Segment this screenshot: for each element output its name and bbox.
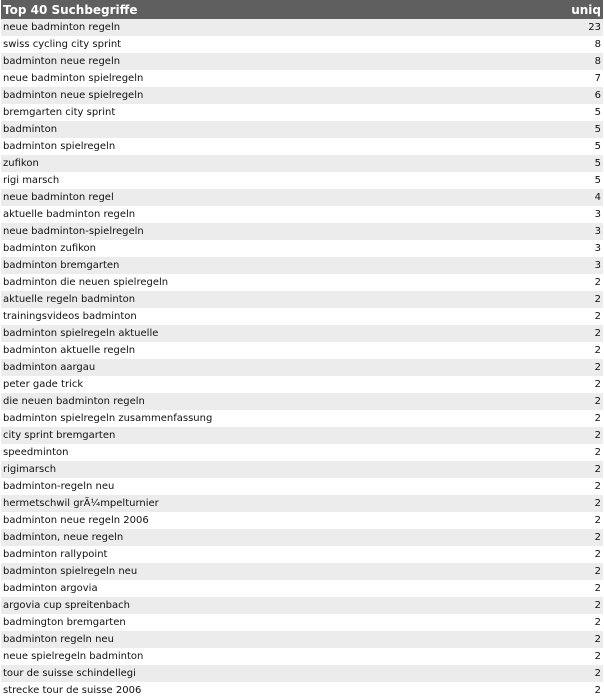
table-row (1, 104, 603, 121)
search-term-cell: peter gade trick (1, 376, 545, 393)
unique-count-cell: 8 (545, 36, 603, 53)
search-term-cell: badminton rallypoint (1, 546, 545, 563)
column-header-term: Top 40 Suchbegriffe (1, 0, 545, 19)
table-row (1, 308, 603, 325)
unique-count-cell: 2 (545, 546, 603, 563)
unique-count-cell: 3 (545, 206, 603, 223)
unique-count-cell: 5 (545, 155, 603, 172)
table-row (1, 342, 603, 359)
search-term-cell: badminton spielregeln aktuelle (1, 325, 545, 342)
table-row (1, 70, 603, 87)
unique-count-cell: 3 (545, 257, 603, 274)
search-term-cell: badminton aargau (1, 359, 545, 376)
search-term-cell: badminton, neue regeln (1, 529, 545, 546)
unique-count-cell: 2 (545, 325, 603, 342)
table-row (1, 512, 603, 529)
table-row (1, 529, 603, 546)
search-term-cell: badminton neue spielregeln (1, 87, 545, 104)
table-row (1, 87, 603, 104)
unique-count-cell: 23 (545, 19, 603, 36)
search-term-cell: badminton (1, 121, 545, 138)
table-header-row (1, 0, 603, 19)
search-term-cell: aktuelle regeln badminton (1, 291, 545, 308)
column-header-count: uniq (545, 0, 603, 19)
unique-count-cell: 2 (545, 308, 603, 325)
table-row (1, 240, 603, 257)
table-row (1, 410, 603, 427)
table-row (1, 597, 603, 614)
table-row (1, 648, 603, 665)
search-term-cell: badminton regeln neu (1, 631, 545, 648)
unique-count-cell: 5 (545, 138, 603, 155)
table-row (1, 614, 603, 631)
table-row (1, 189, 603, 206)
table-row (1, 172, 603, 189)
search-term-cell: badminton-regeln neu (1, 478, 545, 495)
unique-count-cell: 2 (545, 376, 603, 393)
table-row (1, 359, 603, 376)
unique-count-cell: 2 (545, 393, 603, 410)
table-row (1, 495, 603, 512)
table-row (1, 325, 603, 342)
table-row (1, 461, 603, 478)
unique-count-cell: 5 (545, 104, 603, 121)
table-row (1, 478, 603, 495)
unique-count-cell: 2 (545, 427, 603, 444)
unique-count-cell: 2 (545, 342, 603, 359)
search-term-cell: neue badminton-spielregeln (1, 223, 545, 240)
table-row (1, 53, 603, 70)
search-term-cell: badminton neue regeln 2006 (1, 512, 545, 529)
table-row (1, 257, 603, 274)
search-term-cell: neue spielregeln badminton (1, 648, 545, 665)
unique-count-cell: 5 (545, 121, 603, 138)
search-term-cell: badminton die neuen spielregeln (1, 274, 545, 291)
search-term-cell: badminton argovia (1, 580, 545, 597)
search-term-cell: strecke tour de suisse 2006 (1, 682, 545, 699)
search-term-cell: badminton spielregeln zusammenfassung (1, 410, 545, 427)
table-row (1, 155, 603, 172)
unique-count-cell: 2 (545, 614, 603, 631)
search-term-cell: badminton spielregeln (1, 138, 545, 155)
table-row (1, 121, 603, 138)
search-term-cell: aktuelle badminton regeln (1, 206, 545, 223)
table-row (1, 36, 603, 53)
table-row (1, 393, 603, 410)
search-term-cell: speedminton (1, 444, 545, 461)
search-term-cell: city sprint bremgarten (1, 427, 545, 444)
search-term-cell: rigi marsch (1, 172, 545, 189)
search-term-cell: badminton neue regeln (1, 53, 545, 70)
unique-count-cell: 2 (545, 495, 603, 512)
search-term-cell: neue badminton spielregeln (1, 70, 545, 87)
unique-count-cell: 2 (545, 631, 603, 648)
unique-count-cell: 2 (545, 563, 603, 580)
search-term-cell: argovia cup spreitenbach (1, 597, 545, 614)
search-term-cell: neue badminton regel (1, 189, 545, 206)
search-term-cell: badminton zufikon (1, 240, 545, 257)
unique-count-cell: 2 (545, 597, 603, 614)
unique-count-cell: 2 (545, 529, 603, 546)
table-row (1, 206, 603, 223)
search-term-cell: rigimarsch (1, 461, 545, 478)
search-term-cell: trainingsvideos badminton (1, 308, 545, 325)
table-row (1, 665, 603, 682)
unique-count-cell: 7 (545, 70, 603, 87)
table-row (1, 580, 603, 597)
unique-count-cell: 2 (545, 359, 603, 376)
table-row (1, 274, 603, 291)
unique-count-cell: 8 (545, 53, 603, 70)
table-row (1, 376, 603, 393)
unique-count-cell: 4 (545, 189, 603, 206)
table-row (1, 563, 603, 580)
search-term-cell: badmington bremgarten (1, 614, 545, 631)
unique-count-cell: 2 (545, 410, 603, 427)
search-term-cell: hermetschwil grÃ¼mpelturnier (1, 495, 545, 512)
table-row (1, 682, 603, 699)
search-term-cell: die neuen badminton regeln (1, 393, 545, 410)
search-term-cell: bremgarten city sprint (1, 104, 545, 121)
unique-count-cell: 2 (545, 478, 603, 495)
unique-count-cell: 3 (545, 223, 603, 240)
unique-count-cell: 2 (545, 580, 603, 597)
unique-count-cell: 2 (545, 274, 603, 291)
search-term-cell: tour de suisse schindellegi (1, 665, 545, 682)
unique-count-cell: 2 (545, 682, 603, 699)
table-row (1, 631, 603, 648)
unique-count-cell: 2 (545, 665, 603, 682)
top-search-terms-table (1, 0, 603, 699)
table-row (1, 546, 603, 563)
unique-count-cell: 3 (545, 240, 603, 257)
table-row (1, 444, 603, 461)
table-row (1, 291, 603, 308)
unique-count-cell: 2 (545, 512, 603, 529)
table-row (1, 427, 603, 444)
table-row (1, 223, 603, 240)
search-term-cell: zufikon (1, 155, 545, 172)
search-term-cell: neue badminton regeln (1, 19, 545, 36)
unique-count-cell: 6 (545, 87, 603, 104)
unique-count-cell: 2 (545, 444, 603, 461)
table-row (1, 138, 603, 155)
unique-count-cell: 2 (545, 461, 603, 478)
table-body (1, 19, 603, 699)
unique-count-cell: 2 (545, 648, 603, 665)
search-term-cell: swiss cycling city sprint (1, 36, 545, 53)
table-row (1, 19, 603, 36)
search-term-cell: badminton bremgarten (1, 257, 545, 274)
unique-count-cell: 2 (545, 291, 603, 308)
search-term-cell: badminton spielregeln neu (1, 563, 545, 580)
unique-count-cell: 5 (545, 172, 603, 189)
search-term-cell: badminton aktuelle regeln (1, 342, 545, 359)
